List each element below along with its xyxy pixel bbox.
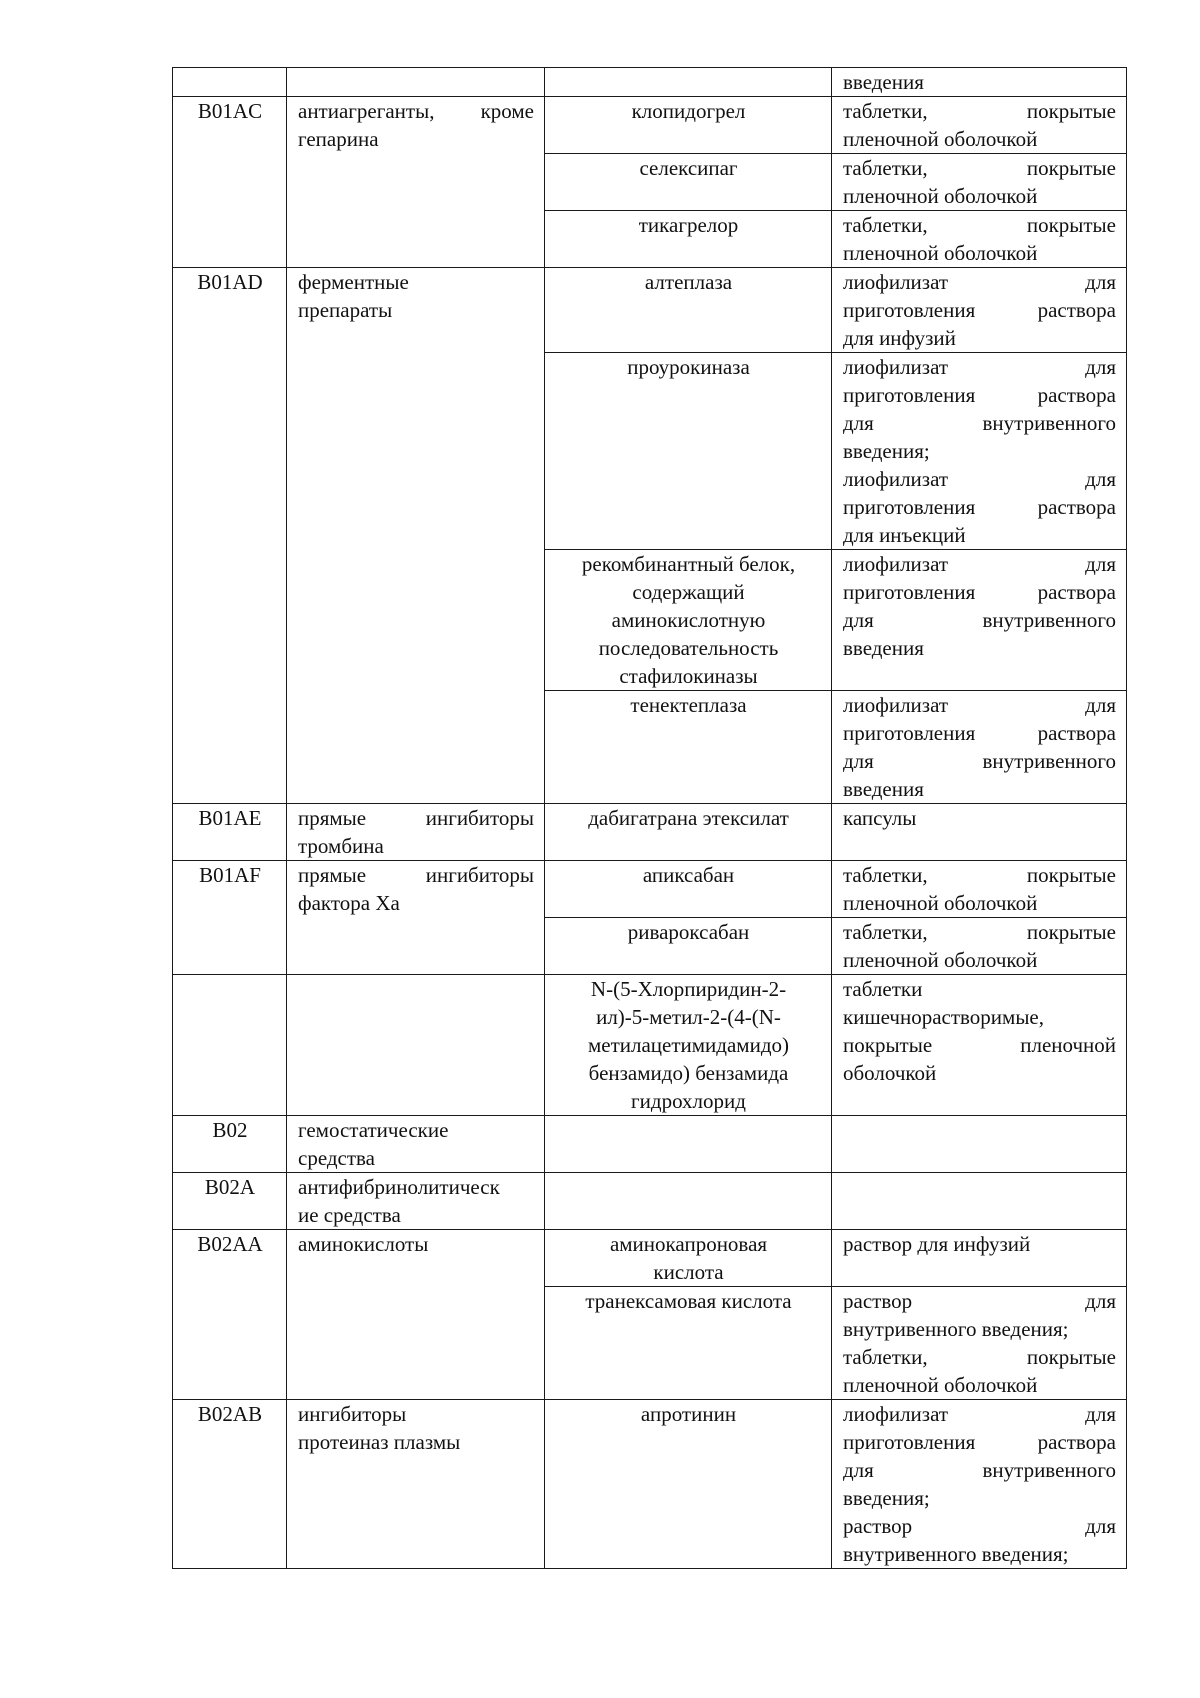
cell-text-line: таблетки, покрытые	[843, 863, 1116, 887]
cell-text-line: приготовления раствора	[843, 495, 1116, 519]
cell-text-line: алтеплаза	[644, 270, 733, 294]
cell-text-line: ил)-5-метил-2-(4-(N-	[596, 1005, 781, 1029]
drug-name-cell	[545, 68, 832, 97]
cell-text-line: ривароксабан	[627, 920, 750, 944]
cell-text-line: приготовления раствора	[843, 1430, 1116, 1454]
cell-text-line: гемостатические	[298, 1118, 449, 1142]
atc-code-cell: B01AF	[173, 861, 287, 975]
cell-text-line: антифибринолитическ	[298, 1175, 500, 1199]
dosage-form-cell	[832, 154, 1127, 211]
table-row	[173, 97, 1127, 154]
cell-text-line: раствор для инфузий	[843, 1232, 1031, 1256]
atc-code-cell: B02AA	[173, 1230, 287, 1400]
cell-text-line: пленочной оболочкой	[843, 241, 1038, 265]
cell-text-line: средства	[298, 1146, 376, 1170]
dosage-form-cell	[832, 861, 1127, 918]
cell-text-line: внутривенного введения;	[843, 1317, 1069, 1341]
cell-text-line: тромбина	[298, 834, 384, 858]
cell-text-line: ингибиторы	[298, 1402, 407, 1426]
drug-name-cell	[545, 918, 832, 975]
cell-text-line: протеиназ плазмы	[298, 1430, 461, 1454]
dosage-form-cell	[832, 1287, 1127, 1400]
cell-text-line: приготовления раствора	[843, 298, 1116, 322]
drug-name-cell	[545, 1230, 832, 1287]
dosage-form-cell	[832, 804, 1127, 861]
cell-text-line: селексипаг	[639, 156, 738, 180]
cell-text-line: клопидогрел	[631, 99, 746, 123]
cell-text-line: лиофилизат для	[843, 467, 1116, 491]
cell-text-line: последовательность	[598, 636, 779, 660]
cell-text-line: приготовления раствора	[843, 383, 1116, 407]
drug-name-cell	[545, 691, 832, 804]
cell-text-line: проурокиназа	[627, 355, 750, 379]
atc-code-cell	[173, 68, 287, 97]
table-row	[173, 861, 1127, 918]
dosage-form-cell	[832, 691, 1127, 804]
group-name-cell	[287, 1230, 545, 1400]
drug-name-cell	[545, 975, 832, 1116]
cell-text-line: рекомбинантный белок,	[581, 552, 796, 576]
cell-text-line: таблетки, покрытые	[843, 920, 1116, 944]
cell-text-line: содержащий	[632, 580, 745, 604]
drug-classification-table	[172, 67, 1127, 1569]
cell-text-line: введения;	[843, 1486, 930, 1510]
group-name-cell	[287, 804, 545, 861]
cell-text-line: для инфузий	[843, 326, 956, 350]
cell-text-line: внутривенного введения;	[843, 1542, 1069, 1566]
atc-code-cell: B02A	[173, 1173, 287, 1230]
drug-name-cell	[545, 861, 832, 918]
cell-text-line: приготовления раствора	[843, 721, 1116, 745]
drug-name-cell	[545, 353, 832, 550]
drug-name-cell	[545, 268, 832, 353]
dosage-form-cell	[832, 1116, 1127, 1173]
cell-text-line: для внутривенного	[843, 411, 1116, 435]
drug-name-cell	[545, 804, 832, 861]
cell-text-line: стафилокиназы	[619, 664, 758, 688]
cell-text-line: покрытые пленочной	[843, 1033, 1116, 1057]
drug-name-cell	[545, 1287, 832, 1400]
atc-code-cell: B02AB	[173, 1400, 287, 1569]
cell-text-line: транексамовая кислота	[585, 1289, 792, 1313]
table-row	[173, 1230, 1127, 1287]
group-name-cell	[287, 861, 545, 975]
group-name-cell	[287, 268, 545, 804]
drug-name-cell	[545, 550, 832, 691]
cell-text-line: метилацетимидамидо)	[587, 1033, 790, 1057]
cell-text-line: приготовления раствора	[843, 580, 1116, 604]
cell-text-line: ферментные	[298, 270, 409, 294]
cell-text-line: таблетки, покрытые	[843, 99, 1116, 123]
dosage-form-cell	[832, 1400, 1127, 1569]
cell-text-line: аминокислотную	[611, 608, 766, 632]
drug-name-cell	[545, 1173, 832, 1230]
group-name-cell	[287, 1116, 545, 1173]
dosage-form-cell	[832, 268, 1127, 353]
atc-code-cell: B01AC	[173, 97, 287, 268]
drug-name-cell	[545, 97, 832, 154]
drug-name-cell	[545, 1116, 832, 1173]
atc-code-cell	[173, 975, 287, 1116]
cell-text-line: введения;	[843, 439, 930, 463]
cell-text-line: лиофилизат для	[843, 552, 1116, 576]
dosage-form-cell	[832, 353, 1127, 550]
dosage-form-cell	[832, 68, 1127, 97]
table-row	[173, 804, 1127, 861]
dosage-form-cell	[832, 918, 1127, 975]
cell-text-line: кишечнорастворимые,	[843, 1005, 1045, 1029]
cell-text-line: пленочной оболочкой	[843, 891, 1038, 915]
dosage-form-cell	[832, 975, 1127, 1116]
cell-text-line: лиофилизат для	[843, 355, 1116, 379]
cell-text-line: раствор для	[843, 1514, 1116, 1538]
group-name-cell	[287, 975, 545, 1116]
table-row	[173, 1116, 1127, 1173]
cell-text-line: прямые ингибиторы	[298, 806, 534, 830]
drug-name-cell	[545, 1400, 832, 1569]
dosage-form-cell	[832, 211, 1127, 268]
cell-text-line: лиофилизат для	[843, 693, 1116, 717]
group-name-cell	[287, 97, 545, 268]
cell-text-line: пленочной оболочкой	[843, 184, 1038, 208]
cell-text-line: раствор для	[843, 1289, 1116, 1313]
table-body	[173, 68, 1127, 1569]
cell-text-line: бензамидо) бензамида	[588, 1061, 789, 1085]
cell-text-line: таблетки, покрытые	[843, 1345, 1116, 1369]
table-row	[173, 68, 1127, 97]
cell-text-line: введения	[843, 777, 924, 801]
cell-text-line: для внутривенного	[843, 749, 1116, 773]
table-row	[173, 268, 1127, 353]
cell-text-line: фактора Xa	[298, 891, 400, 915]
cell-text-line: для внутривенного	[843, 1458, 1116, 1482]
cell-text-line: аминокапроновая	[609, 1232, 768, 1256]
cell-text-line: таблетки, покрытые	[843, 156, 1116, 180]
cell-text-line: кислота	[653, 1260, 724, 1284]
group-name-cell	[287, 68, 545, 97]
dosage-form-cell	[832, 1173, 1127, 1230]
cell-text-line: дабигатрана этексилат	[588, 806, 789, 830]
cell-text-line: апиксабан	[642, 863, 735, 887]
atc-code-cell: B01AD	[173, 268, 287, 804]
cell-text-line: пленочной оболочкой	[843, 1373, 1038, 1397]
group-name-cell	[287, 1173, 545, 1230]
cell-text-line: капсулы	[843, 806, 917, 830]
cell-text-line: тикагрелор	[638, 213, 739, 237]
dosage-form-cell	[832, 1230, 1127, 1287]
table-row	[173, 1400, 1127, 1569]
cell-text-line: прямые ингибиторы	[298, 863, 534, 887]
cell-text-line: таблетки, покрытые	[843, 213, 1116, 237]
cell-text-line: антиагреганты, кроме	[298, 99, 534, 123]
dosage-form-cell	[832, 550, 1127, 691]
cell-text-line: N-(5-Хлорпиридин-2-	[590, 977, 787, 1001]
cell-text-line: для инъекций	[843, 523, 966, 547]
cell-text-line: лиофилизат для	[843, 270, 1116, 294]
drug-name-cell	[545, 154, 832, 211]
cell-text-line: аминокислоты	[298, 1232, 429, 1256]
table-row	[173, 1173, 1127, 1230]
cell-text-line: ие средства	[298, 1203, 401, 1227]
cell-text-line: оболочкой	[843, 1061, 937, 1085]
cell-text-line: введения	[843, 70, 924, 94]
group-name-cell	[287, 1400, 545, 1569]
table-row	[173, 975, 1127, 1116]
cell-text-line: тенектеплаза	[630, 693, 747, 717]
cell-text-line: препараты	[298, 298, 393, 322]
cell-text-line: гепарина	[298, 127, 379, 151]
cell-text-line: лиофилизат для	[843, 1402, 1116, 1426]
atc-code-cell: B02	[173, 1116, 287, 1173]
drug-name-cell	[545, 211, 832, 268]
cell-text-line: гидрохлорид	[631, 1089, 746, 1113]
cell-text-line: апротинин	[640, 1402, 737, 1426]
atc-code-cell: B01AE	[173, 804, 287, 861]
cell-text-line: пленочной оболочкой	[843, 127, 1038, 151]
cell-text-line: для внутривенного	[843, 608, 1116, 632]
cell-text-line: таблетки	[843, 977, 923, 1001]
cell-text-line: пленочной оболочкой	[843, 948, 1038, 972]
cell-text-line: введения	[843, 636, 924, 660]
dosage-form-cell	[832, 97, 1127, 154]
